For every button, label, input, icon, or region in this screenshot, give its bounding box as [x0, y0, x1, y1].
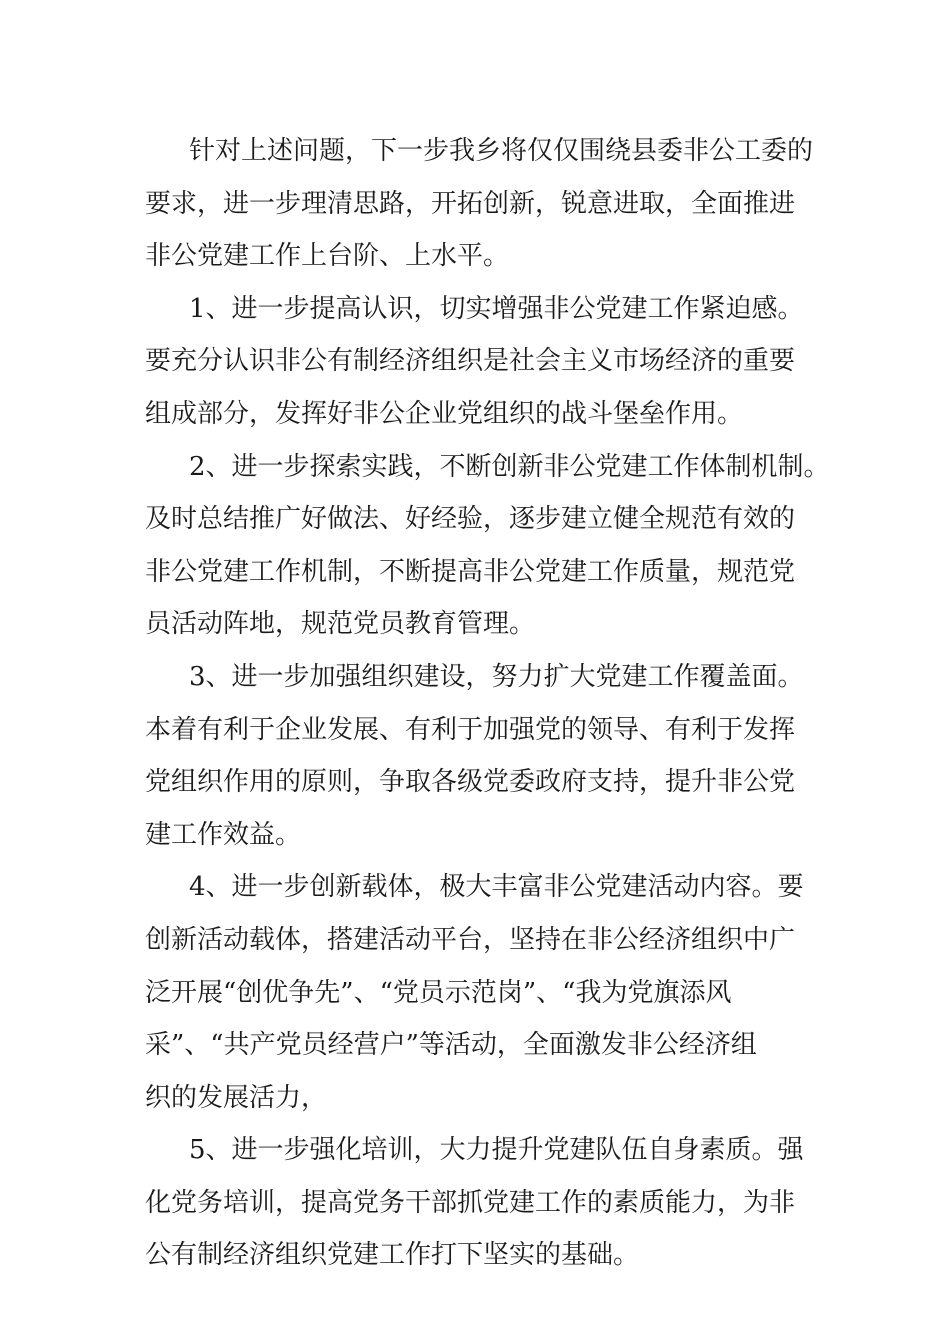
text-line-20: 5、进一步强化培训，大力提升党建队伍自身素质。强 [189, 1135, 804, 1166]
text-line-19: 织的发展活力， [145, 1082, 328, 1113]
text-line-2: 要求，进一步理清思路，开拓创新，锐意进取，全面推进 [145, 188, 796, 219]
text-line-3: 非公党建工作上台阶、上水平。 [145, 241, 510, 272]
text-line-12: 本着有利于企业发展、有利于加强党的领导、有利于发挥 [145, 714, 796, 745]
text-line-10: 员活动阵地，规范党员教育管理。 [145, 609, 536, 640]
text-line-8: 及时总结推广好做法、好经验，逐步建立健全规范有效的 [145, 504, 796, 535]
text-line-13: 党组织作用的原则，争取各级党委政府支持，提升非公党 [145, 767, 796, 798]
document-body [145, 125, 830, 1282]
text-line-5: 要充分认识非公有制经济组织是社会主义市场经济的重要 [145, 346, 796, 377]
text-line-16: 创新活动载体，搭建活动平台，坚持在非公经济组织中广 [145, 924, 796, 955]
text-line-9: 非公党建工作机制，不断提高非公党建工作质量，规范党 [145, 556, 796, 587]
text-line-15: 4、进一步创新载体，极大丰富非公党建活动内容。要 [189, 872, 804, 903]
text-line-22: 公有制经济组织党建工作打下坚实的基础。 [145, 1240, 640, 1271]
text-line-21: 化党务培训，提高党务干部抓党建工作的素质能力，为非 [145, 1187, 796, 1218]
text-line-11: 3、进一步加强组织建设，努力扩大党建工作覆盖面。 [189, 661, 804, 692]
text-line-14: 建工作效益。 [145, 819, 302, 850]
text-line-6: 组成部分，发挥好非公企业党组织的战斗堡垒作用。 [145, 398, 744, 429]
text-line-4: 1、进一步提高认识，切实增强非公党建工作紧迫感。 [189, 293, 804, 324]
text-line-18: 采”、“共产党员经营户”等活动，全面激发非公经济组 [145, 1030, 757, 1061]
text-line-7: 2、进一步探索实践，不断创新非公党建工作体制机制。 [189, 451, 830, 482]
text-line-1: 针对上述问题，下一步我乡将仅仅围绕县委非公工委的 [189, 136, 814, 166]
text-line-17: 泛开展“创优争先”、“党员示范岗”、“我为党旗添风 [145, 977, 732, 1008]
